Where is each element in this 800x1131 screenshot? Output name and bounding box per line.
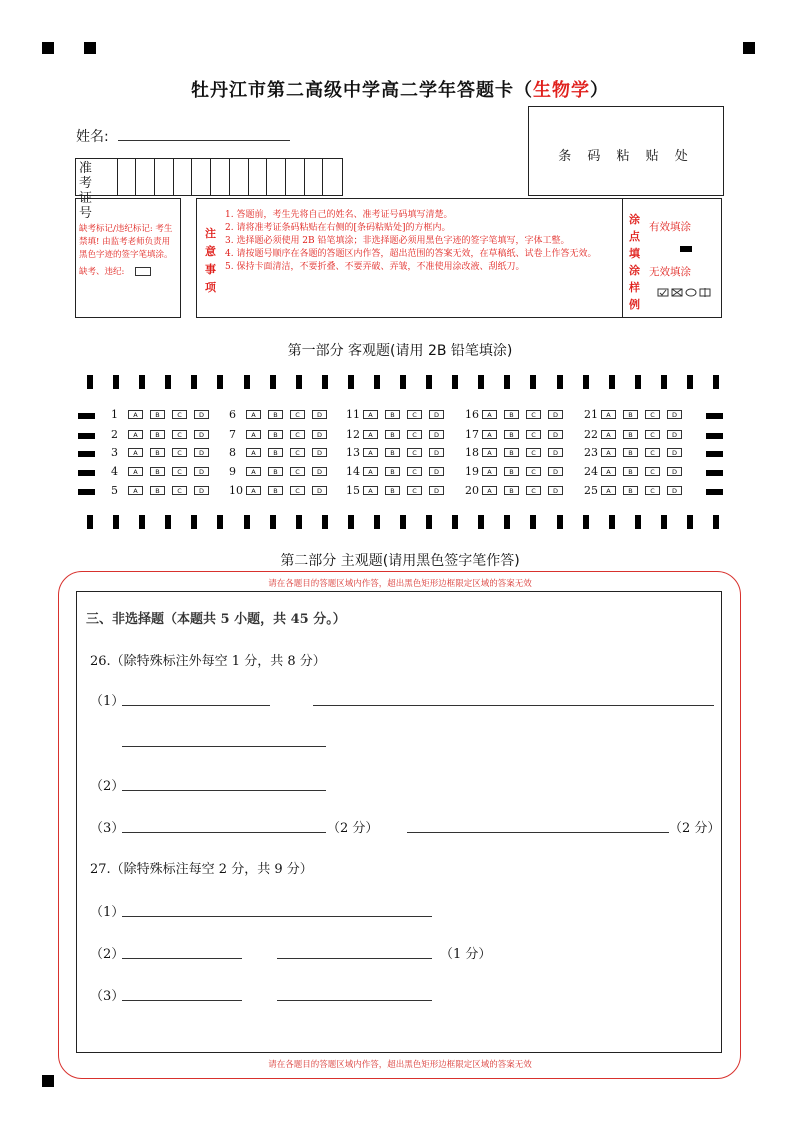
option-bubble[interactable]: D bbox=[194, 410, 209, 419]
option-bubble[interactable]: C bbox=[526, 486, 541, 495]
option-bubble[interactable]: A bbox=[482, 467, 497, 476]
option-bubble[interactable]: C bbox=[407, 410, 422, 419]
timing-tick-top bbox=[478, 375, 484, 389]
notice-item: 2. 请将准考证条码粘贴在右侧的[条码粘贴处]的方框内。 bbox=[225, 223, 451, 233]
timing-tick-top bbox=[165, 375, 171, 389]
timing-tick-top bbox=[322, 375, 328, 389]
option-bubble[interactable]: D bbox=[194, 486, 209, 495]
timing-tick-bottom bbox=[139, 515, 145, 529]
question-number: 11 bbox=[346, 408, 360, 421]
timing-tick-top bbox=[296, 375, 302, 389]
option-bubble[interactable]: C bbox=[290, 486, 305, 495]
row-mark-right bbox=[706, 489, 723, 495]
absence-footer-row bbox=[79, 266, 177, 279]
timing-tick-top bbox=[609, 375, 615, 389]
q27-title: 27.（除特殊标注每空 2 分，共 9 分） bbox=[90, 862, 313, 877]
option-bubble[interactable]: C bbox=[290, 430, 305, 439]
option-bubble[interactable]: B bbox=[268, 467, 283, 476]
option-bubble[interactable]: C bbox=[172, 486, 187, 495]
absence-text: 缺考标记/违纪标记: 考生禁填! 由监考老师负责用黑色字迹的签字笔填涂。 bbox=[79, 224, 173, 260]
timing-tick-top bbox=[217, 375, 223, 389]
timing-tick-bottom bbox=[426, 515, 432, 529]
question-number: 24 bbox=[584, 465, 598, 478]
q26-2-blank[interactable] bbox=[122, 790, 326, 791]
option-bubble[interactable]: B bbox=[623, 448, 638, 457]
part1-title: 第一部分 客观题(请用 2B 铅笔填涂) bbox=[287, 343, 513, 359]
question-number: 6 bbox=[229, 408, 236, 421]
part2-title: 第二部分 主观题(请用黑色签字笔作答) bbox=[280, 553, 520, 569]
q27-1-blank[interactable] bbox=[122, 916, 432, 917]
option-bubble[interactable]: B bbox=[268, 410, 283, 419]
option-bubble[interactable]: D bbox=[312, 467, 327, 476]
notice-divider bbox=[622, 199, 623, 317]
q26-3-label: （3） bbox=[90, 821, 125, 836]
option-bubble[interactable]: A bbox=[363, 410, 378, 419]
question-number: 10 bbox=[229, 484, 243, 497]
row-mark-left bbox=[78, 470, 95, 476]
timing-tick-top bbox=[713, 375, 719, 389]
timing-tick-top bbox=[557, 375, 563, 389]
option-bubble[interactable]: A bbox=[482, 410, 497, 419]
timing-tick-top bbox=[244, 375, 250, 389]
option-bubble[interactable]: D bbox=[429, 430, 444, 439]
timing-tick-top bbox=[87, 375, 93, 389]
position-mark-top-right bbox=[743, 42, 755, 54]
option-bubble[interactable]: C bbox=[407, 448, 422, 457]
option-bubble[interactable]: D bbox=[312, 448, 327, 457]
option-bubble[interactable]: C bbox=[172, 410, 187, 419]
q27-2-blank-a[interactable] bbox=[122, 958, 242, 959]
option-bubble[interactable]: B bbox=[504, 486, 519, 495]
option-bubble[interactable]: B bbox=[504, 448, 519, 457]
option-bubble[interactable]: B bbox=[623, 410, 638, 419]
invalid-fill-sample-icon bbox=[657, 288, 713, 298]
question-number: 21 bbox=[584, 408, 598, 421]
timing-tick-bottom bbox=[296, 515, 302, 529]
section3-title: 三、非选择题（本题共 5 小题，共 45 分。） bbox=[86, 612, 346, 627]
option-bubble[interactable]: C bbox=[645, 467, 660, 476]
option-bubble[interactable]: C bbox=[645, 430, 660, 439]
option-bubble[interactable]: C bbox=[290, 410, 305, 419]
question-number: 7 bbox=[229, 428, 236, 441]
option-bubble[interactable]: D bbox=[312, 430, 327, 439]
option-bubble[interactable]: D bbox=[312, 486, 327, 495]
option-bubble[interactable]: D bbox=[667, 410, 682, 419]
question-number: 2 bbox=[111, 428, 118, 441]
timing-tick-bottom bbox=[452, 515, 458, 529]
question-number: 25 bbox=[584, 484, 598, 497]
exam-number-cell[interactable] bbox=[323, 159, 342, 195]
timing-tick-bottom bbox=[217, 515, 223, 529]
notice-item: 4. 请按题号顺序在各题的答题区内作答，超出范围的答案无效，在草稿纸、试卷上作答无效。 bbox=[225, 249, 597, 259]
timing-tick-bottom bbox=[191, 515, 197, 529]
option-bubble[interactable]: D bbox=[194, 430, 209, 439]
timing-tick-bottom bbox=[348, 515, 354, 529]
question-number: 3 bbox=[111, 446, 118, 459]
option-bubble[interactable]: B bbox=[150, 410, 165, 419]
question-number: 9 bbox=[229, 465, 236, 478]
option-bubble[interactable]: A bbox=[363, 430, 378, 439]
timing-tick-bottom bbox=[530, 515, 536, 529]
barcode-label: 条 码 粘 贴 处 bbox=[558, 149, 694, 164]
exam-number-cell[interactable] bbox=[267, 159, 286, 195]
timing-tick-top bbox=[139, 375, 145, 389]
timing-tick-bottom bbox=[374, 515, 380, 529]
q26-3-points-b: （2 分） bbox=[669, 821, 721, 836]
option-bubble[interactable]: C bbox=[407, 486, 422, 495]
position-mark-bottom-left bbox=[42, 1075, 54, 1087]
option-bubble[interactable]: B bbox=[504, 410, 519, 419]
exam-number-cell[interactable] bbox=[155, 159, 174, 195]
exam-number-cell[interactable] bbox=[249, 159, 268, 195]
q26-1-blank-c[interactable] bbox=[122, 746, 326, 747]
question-number: 1 bbox=[111, 408, 118, 421]
q27-2-label: （2） bbox=[90, 947, 125, 962]
notice-box bbox=[196, 198, 722, 318]
option-bubble[interactable]: C bbox=[407, 467, 422, 476]
title-subject: 生物学 bbox=[533, 80, 590, 101]
row-mark-left bbox=[78, 451, 95, 457]
exam-number-cell[interactable] bbox=[192, 159, 211, 195]
timing-tick-bottom bbox=[165, 515, 171, 529]
answer-region-warning-bottom: 请在各题目的答题区域内作答，超出黑色矩形边框限定区域的答案无效 bbox=[268, 1060, 532, 1070]
timing-tick-bottom bbox=[583, 515, 589, 529]
question-number: 5 bbox=[111, 484, 118, 497]
option-bubble[interactable]: D bbox=[429, 410, 444, 419]
option-bubble[interactable]: B bbox=[150, 467, 165, 476]
timing-tick-bottom bbox=[609, 515, 615, 529]
timing-tick-top bbox=[191, 375, 197, 389]
option-bubble[interactable]: A bbox=[601, 486, 616, 495]
option-bubble[interactable]: C bbox=[645, 448, 660, 457]
q27-1-label: （1） bbox=[90, 905, 125, 920]
timing-tick-bottom bbox=[557, 515, 563, 529]
absence-footer: 缺考、违纪: bbox=[79, 267, 125, 277]
absence-mark-box[interactable] bbox=[135, 267, 151, 276]
row-mark-right bbox=[706, 433, 723, 439]
timing-tick-bottom bbox=[635, 515, 641, 529]
q26-1-blank-b[interactable] bbox=[313, 705, 714, 706]
option-bubble[interactable]: A bbox=[128, 448, 143, 457]
question-number: 20 bbox=[465, 484, 479, 497]
exam-number-cell[interactable] bbox=[136, 159, 155, 195]
option-bubble[interactable]: D bbox=[667, 448, 682, 457]
timing-tick-top bbox=[583, 375, 589, 389]
option-bubble[interactable]: A bbox=[128, 467, 143, 476]
invalid-fill-label: 无效填涂 bbox=[649, 266, 691, 278]
option-bubble[interactable]: B bbox=[504, 430, 519, 439]
option-bubble[interactable]: A bbox=[601, 430, 616, 439]
answer-region-warning-top: 请在各题目的答题区域内作答，超出黑色矩形边框限定区域的答案无效 bbox=[268, 579, 532, 589]
timing-tick-top bbox=[635, 375, 641, 389]
q26-title: 26.（除特殊标注外每空 1 分，共 8 分） bbox=[90, 654, 326, 669]
position-mark-top-left-1 bbox=[42, 42, 54, 54]
timing-tick-top bbox=[348, 375, 354, 389]
question-number: 14 bbox=[346, 465, 360, 478]
option-bubble[interactable]: D bbox=[194, 448, 209, 457]
option-bubble[interactable]: B bbox=[504, 467, 519, 476]
q26-3-blank-b[interactable] bbox=[407, 832, 669, 833]
q27-2-blank-b[interactable] bbox=[277, 958, 432, 959]
valid-fill-sample-icon bbox=[680, 246, 692, 252]
timing-tick-top bbox=[530, 375, 536, 389]
option-bubble[interactable]: B bbox=[385, 486, 400, 495]
timing-tick-top bbox=[687, 375, 693, 389]
timing-tick-bottom bbox=[322, 515, 328, 529]
option-bubble[interactable]: B bbox=[268, 486, 283, 495]
option-bubble[interactable]: A bbox=[246, 410, 261, 419]
option-bubble[interactable]: C bbox=[172, 448, 187, 457]
option-bubble[interactable]: C bbox=[526, 467, 541, 476]
option-bubble[interactable]: B bbox=[623, 467, 638, 476]
timing-tick-bottom bbox=[478, 515, 484, 529]
row-mark-left bbox=[78, 413, 95, 419]
option-bubble[interactable]: A bbox=[482, 486, 497, 495]
option-bubble[interactable]: A bbox=[363, 448, 378, 457]
option-bubble[interactable]: A bbox=[246, 467, 261, 476]
option-bubble[interactable]: B bbox=[385, 430, 400, 439]
timing-tick-bottom bbox=[87, 515, 93, 529]
option-bubble[interactable]: B bbox=[150, 430, 165, 439]
option-bubble[interactable]: D bbox=[429, 486, 444, 495]
name-label: 姓名: bbox=[76, 129, 109, 145]
title-end: ） bbox=[590, 80, 609, 101]
question-number: 16 bbox=[465, 408, 479, 421]
timing-tick-top bbox=[426, 375, 432, 389]
q26-3-points-a: （2 分） bbox=[327, 821, 379, 836]
notice-item: 5. 保持卡面清洁，不要折叠、不要弄破、弄皱，不准使用涂改液、刮纸刀。 bbox=[225, 262, 525, 272]
option-bubble[interactable]: A bbox=[246, 486, 261, 495]
position-mark-top-left-2 bbox=[84, 42, 96, 54]
option-bubble[interactable]: B bbox=[268, 430, 283, 439]
option-bubble[interactable]: C bbox=[290, 467, 305, 476]
option-bubble[interactable]: D bbox=[548, 467, 563, 476]
timing-tick-top bbox=[374, 375, 380, 389]
option-bubble[interactable]: A bbox=[601, 467, 616, 476]
timing-tick-bottom bbox=[244, 515, 250, 529]
option-bubble[interactable]: A bbox=[128, 430, 143, 439]
row-mark-right bbox=[706, 470, 723, 476]
option-bubble[interactable]: B bbox=[623, 486, 638, 495]
valid-fill-label: 有效填涂 bbox=[649, 221, 691, 233]
exam-number-cell[interactable] bbox=[230, 159, 249, 195]
option-bubble[interactable]: D bbox=[312, 410, 327, 419]
exam-number-cell[interactable] bbox=[118, 159, 137, 195]
q26-1-blank-a[interactable] bbox=[122, 705, 270, 706]
timing-tick-bottom bbox=[687, 515, 693, 529]
notice-side-label: 注意事项 bbox=[205, 227, 216, 294]
notice-list bbox=[225, 209, 620, 274]
question-number: 8 bbox=[229, 446, 236, 459]
option-bubble[interactable]: A bbox=[482, 430, 497, 439]
notice-item: 1. 答题前，考生先将自己的姓名、准考证号码填写清楚。 bbox=[225, 210, 453, 220]
option-bubble[interactable]: B bbox=[150, 486, 165, 495]
exam-number-cell[interactable] bbox=[174, 159, 193, 195]
option-bubble[interactable]: C bbox=[645, 410, 660, 419]
row-mark-left bbox=[78, 489, 95, 495]
row-mark-left bbox=[78, 433, 95, 439]
q27-2-points: （1 分） bbox=[440, 947, 492, 962]
option-bubble[interactable]: C bbox=[172, 430, 187, 439]
absence-box bbox=[75, 198, 181, 318]
option-bubble[interactable]: A bbox=[601, 410, 616, 419]
q27-3-label: （3） bbox=[90, 989, 125, 1004]
timing-tick-bottom bbox=[113, 515, 119, 529]
timing-tick-bottom bbox=[400, 515, 406, 529]
title-main: 牡丹江市第二高级中学高二学年答题卡（ bbox=[191, 80, 533, 101]
option-bubble[interactable]: B bbox=[268, 448, 283, 457]
question-number: 13 bbox=[346, 446, 360, 459]
option-bubble[interactable]: D bbox=[667, 430, 682, 439]
question-number: 15 bbox=[346, 484, 360, 497]
option-bubble[interactable]: A bbox=[601, 448, 616, 457]
option-bubble[interactable]: D bbox=[194, 467, 209, 476]
timing-tick-top bbox=[400, 375, 406, 389]
timing-tick-bottom bbox=[504, 515, 510, 529]
option-bubble[interactable]: C bbox=[526, 430, 541, 439]
option-bubble[interactable]: B bbox=[385, 448, 400, 457]
option-bubble[interactable]: D bbox=[548, 486, 563, 495]
option-bubble[interactable]: B bbox=[385, 467, 400, 476]
q27-3-blank-b[interactable] bbox=[277, 1000, 432, 1001]
timing-tick-bottom bbox=[713, 515, 719, 529]
timing-tick-top bbox=[504, 375, 510, 389]
timing-tick-bottom bbox=[661, 515, 667, 529]
exam-number-cell[interactable] bbox=[286, 159, 305, 195]
exam-number-label: 准 考 证 号 bbox=[76, 159, 118, 195]
option-bubble[interactable]: A bbox=[363, 467, 378, 476]
name-field[interactable] bbox=[118, 140, 290, 141]
question-number: 19 bbox=[465, 465, 479, 478]
question-number: 23 bbox=[584, 446, 598, 459]
option-bubble[interactable]: A bbox=[246, 430, 261, 439]
option-bubble[interactable]: C bbox=[290, 448, 305, 457]
option-bubble[interactable]: A bbox=[128, 410, 143, 419]
option-bubble[interactable]: B bbox=[150, 448, 165, 457]
option-bubble[interactable]: D bbox=[548, 430, 563, 439]
option-bubble[interactable]: A bbox=[128, 486, 143, 495]
question-number: 17 bbox=[465, 428, 479, 441]
option-bubble[interactable]: A bbox=[246, 448, 261, 457]
page-title bbox=[0, 76, 800, 102]
exam-number-cell[interactable] bbox=[305, 159, 324, 195]
row-mark-right bbox=[706, 451, 723, 457]
option-bubble[interactable]: A bbox=[363, 486, 378, 495]
option-bubble[interactable]: B bbox=[623, 430, 638, 439]
option-bubble[interactable]: B bbox=[385, 410, 400, 419]
question-number: 18 bbox=[465, 446, 479, 459]
row-mark-right bbox=[706, 413, 723, 419]
q27-3-blank-a[interactable] bbox=[122, 1000, 242, 1001]
exam-number-cell[interactable] bbox=[211, 159, 230, 195]
timing-tick-top bbox=[113, 375, 119, 389]
option-bubble[interactable]: A bbox=[482, 448, 497, 457]
question-number: 12 bbox=[346, 428, 360, 441]
question-number: 22 bbox=[584, 428, 598, 441]
option-bubble[interactable]: C bbox=[645, 486, 660, 495]
timing-tick-top bbox=[661, 375, 667, 389]
q26-1-label: （1） bbox=[90, 694, 125, 709]
option-bubble[interactable]: C bbox=[526, 448, 541, 457]
timing-tick-top bbox=[452, 375, 458, 389]
option-bubble[interactable]: D bbox=[429, 448, 444, 457]
option-bubble[interactable]: D bbox=[548, 410, 563, 419]
timing-tick-top bbox=[270, 375, 276, 389]
q26-2-label: （2） bbox=[90, 779, 125, 794]
barcode-area bbox=[528, 106, 724, 196]
option-bubble[interactable]: D bbox=[548, 448, 563, 457]
timing-tick-bottom bbox=[270, 515, 276, 529]
option-bubble[interactable]: C bbox=[407, 430, 422, 439]
option-bubble[interactable]: D bbox=[667, 467, 682, 476]
q26-3-blank-a[interactable] bbox=[122, 832, 326, 833]
option-bubble[interactable]: D bbox=[667, 486, 682, 495]
notice-item: 3. 选择题必须使用 2B 铅笔填涂；非选择题必须用黑色字迹的签字笔填写，字体工整。 bbox=[225, 236, 570, 246]
option-bubble[interactable]: C bbox=[526, 410, 541, 419]
option-bubble[interactable]: C bbox=[172, 467, 187, 476]
example-side-label: 涂点填涂样例 bbox=[629, 213, 640, 311]
question-number: 4 bbox=[111, 465, 118, 478]
option-bubble[interactable]: D bbox=[429, 467, 444, 476]
